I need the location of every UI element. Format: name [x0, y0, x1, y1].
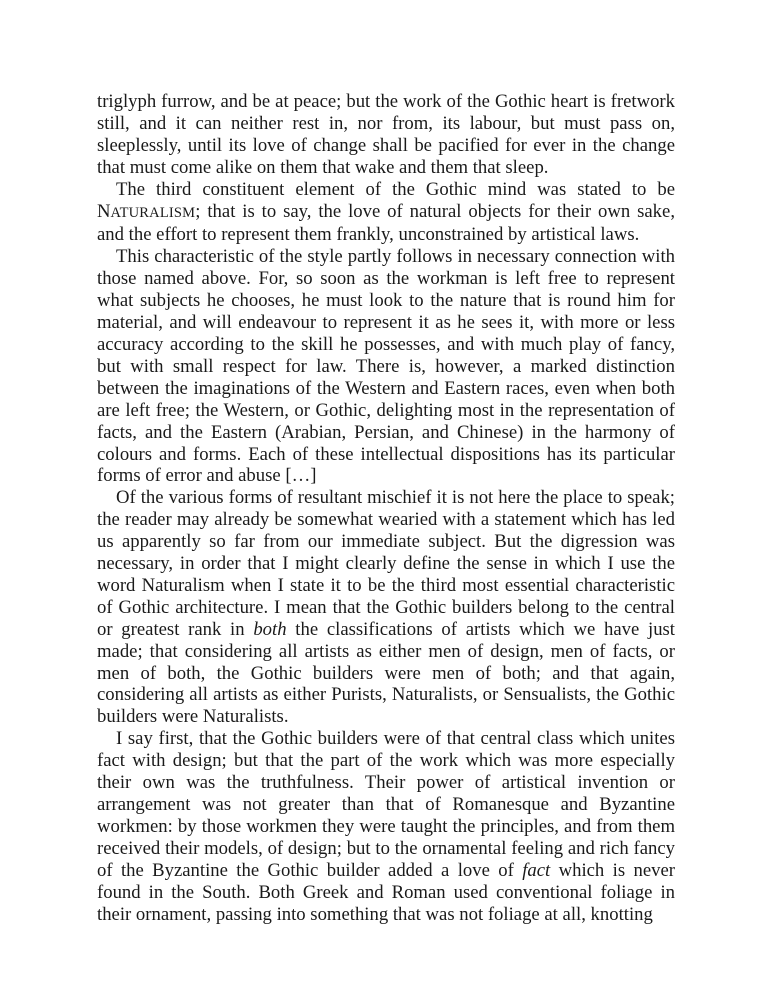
- paragraph-5-text-c: which is never found in the South. Both Greek and Roman used conventional foliage in their ornament, passing into something that was not foliage at all, knotting: [97, 859, 675, 925]
- paragraph-4-text-c: the classifications of artists which we have just made; that considering all artists as either men of design, men of facts, or men of both, the Gothic builders were men of both; and that again, considering all artists as either Purists, Naturalists, or Sensualists, the Gothic builders were Naturalists.: [97, 618, 676, 728]
- paragraph-3: [97, 246, 675, 487]
- paragraph-2-text-a: The third constituent element of the Gothic mind was stated to be: [116, 178, 675, 200]
- paragraph-1-text: triglyph furrow, and be at peace; but the work of the Gothic heart is fretwork still, and it can neither rest in, nor from, its labour, but must pass on, sleeplessly, until its love of change shall be pacified for ever in the change that must come alike on them that wake and them that sleep.: [97, 91, 675, 178]
- naturalism-rest: ATURALISM: [110, 204, 196, 221]
- paragraph-5-text-a: I say first, that the Gothic builders were of that central class which unites fact with design; but that the part of the work which was more especially their own was the truthfulness. Their power of artistical invention or arrangement was not greater than that of Romanesque and Byzantine workmen: by those workmen they were taught the principles, and from them received their models, of design; but to the ornamental feeling and rich fancy of the Byzantine the Gothic builder added a love of: [97, 728, 675, 881]
- naturalism-initial: N: [97, 200, 111, 222]
- paragraph-1: [97, 91, 675, 179]
- naturalism-smallcaps: [97, 201, 195, 222]
- emphasis-both: both: [253, 618, 287, 640]
- document-page: [97, 91, 675, 925]
- paragraph-3-text: This characteristic of the style partly follows in necessary connection with those named above. For, so soon as the workman is left free to represent what subjects he chooses, he must look to the nature that is round him for material, and will endeavour to represent it as he sees it, with more or less accuracy according to the skill he possesses, and with much play of fancy, but with small respect for law. There is, however, a marked distinction between the imaginations of the Western and Eastern races, even when both are left free; the Western, or Gothic, delighting most in the representation of facts, and the Eastern (Arabian, Persian, and Chinese) in the harmony of colours and forms. Each of these intellectual dispositions has its particular forms of error and abuse […]: [97, 246, 675, 487]
- paragraph-4: [97, 487, 675, 728]
- paragraph-5: [97, 728, 675, 925]
- paragraph-2-text-c: ; that is to say, the love of natural objects for their own sake, and the effort to represent them frankly, unconstrained by artistical laws.: [97, 200, 675, 246]
- emphasis-fact: fact: [522, 859, 551, 881]
- paragraph-4-text-a: Of the various forms of resultant mischief it is not here the place to speak; the reader may already be somewhat wearied with a statement which has led us apparently so far from our immediate subject. But the digression was necessary, in order that I might clearly define the sense in which I use the word Naturalism when I state it to be the third most essential characteristic of Gothic architecture. I mean that the Gothic builders belong to the central or greatest rank in: [97, 487, 675, 640]
- paragraph-2: [97, 179, 675, 247]
